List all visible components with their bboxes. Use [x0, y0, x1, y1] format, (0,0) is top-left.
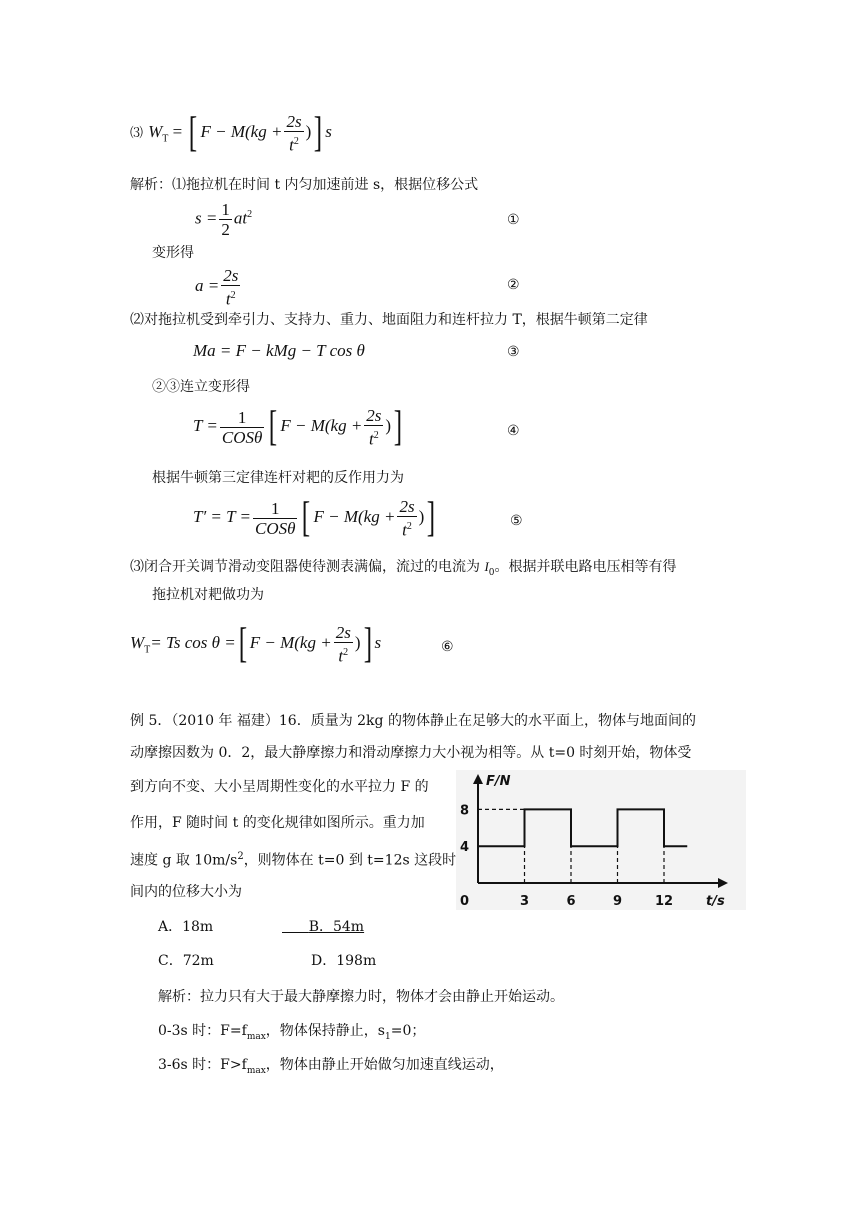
- lhs: W: [148, 122, 163, 142]
- label-p3: ⑶: [130, 126, 144, 142]
- x-tick-label-6: 6: [566, 894, 576, 909]
- x-tick-label-9: 9: [612, 894, 623, 909]
- option-d[interactable]: D．198m: [311, 953, 377, 969]
- equation-6: $W_T= Ts$ cos θ =[ F − M(kg + $\frac{2s}{t^2}$ )] s: [130, 621, 382, 668]
- formula-p3: ⑶ $W_T$ = [ F − M(kg + $\frac{2s}{t^2}$ )] s: [130, 110, 332, 157]
- mark-3: ③: [507, 344, 520, 360]
- equation-1: s = $\frac{1}{2}$ $at^2$: [195, 200, 253, 239]
- solution-line2: 0-3s 时：$F=f_{max}$，物体保持静止，$s_1=0$；: [158, 1023, 426, 1042]
- x-axis-label: t/s: [706, 894, 725, 909]
- x-tick-label-3: 3: [519, 894, 530, 909]
- y-tick-label-4: 4: [459, 840, 469, 856]
- example5-line2: 动摩擦因数为 0．2，最大静摩擦力和滑动摩擦力大小视为相等。从 t=0 时刻开始，物体受: [130, 745, 692, 761]
- equation-5: T′ = T = $\frac{1}{\text{COSθ}}$ [ F − M(kg + $\frac{2s}{t^2}$ )]: [193, 495, 436, 542]
- equation-2: a = $\frac{2s}{t^2}$: [195, 266, 239, 309]
- y-tick-label-8: 8: [459, 803, 469, 819]
- solution-line1: 解析：拉力只有大于最大静摩擦力时，物体才会由静止开始运动。: [158, 989, 564, 1005]
- option-c[interactable]: C．72m: [158, 953, 214, 969]
- analysis-intro: 解析：⑴拖拉机在时间 t 内匀加速前进 s，根据位移公式: [130, 177, 479, 193]
- y-axis-label: F/N: [486, 774, 511, 789]
- solution-line3: 3-6s 时：$F>f_{max}$，物体由静止开始做匀加速直线运动，: [158, 1057, 504, 1076]
- combine-text: ②③连立变形得: [152, 379, 250, 395]
- mark-2: ②: [507, 277, 520, 293]
- x-tick-label-12: 12: [654, 894, 674, 909]
- force-time-chart: [456, 770, 746, 910]
- example5-line5: 速度 g 取 $10m/s^2$，则物体在 t=0 到 t=12s 这段时: [130, 851, 457, 869]
- part2-text: ⑵对拖拉机受到牵引力、支持力、重力、地面阻力和连杆拉力 T，根据牛顿第二定律: [130, 312, 648, 328]
- transform-text: 变形得: [152, 245, 194, 261]
- example5-line3: 到方向不变、大小呈周期性变化的水平拉力 F 的: [130, 779, 429, 795]
- part3-text: ⑶闭合开关调节滑动变阻器使待测表满偏，流过的电流为 $I_0$。根据并联电路电压相等有得: [130, 559, 677, 578]
- mark-5: ⑤: [510, 513, 523, 529]
- example5-line4: 作用，F 随时间 t 的变化规律如图所示。重力加: [130, 815, 425, 831]
- option-b[interactable]: B．54m: [308, 919, 365, 935]
- chart-background: [456, 770, 746, 910]
- example5-line6: 间内的位移大小为: [130, 884, 242, 900]
- origin-label: 0: [459, 894, 469, 909]
- option-a[interactable]: A．18m: [158, 919, 214, 935]
- mark-4: ④: [507, 423, 520, 439]
- equation-3: Ma = F − kMg − T cos θ: [193, 341, 365, 360]
- third-law-text: 根据牛顿第三定律连杆对耙的反作用力为: [152, 470, 404, 486]
- equation-4: T = $\frac{1}{\text{COSθ}}$ [ F − M(kg + $\frac{2s}{t^2}$ )]: [193, 404, 403, 451]
- example5-line1: 例 5．（2010 年 福建）16．质量为 2kg 的物体静止在足够大的水平面上，物体与地面间的: [130, 713, 696, 729]
- work-text: 拖拉机对耙做功为: [152, 587, 264, 603]
- mark-6: ⑥: [441, 639, 454, 655]
- mark-1: ①: [507, 212, 520, 228]
